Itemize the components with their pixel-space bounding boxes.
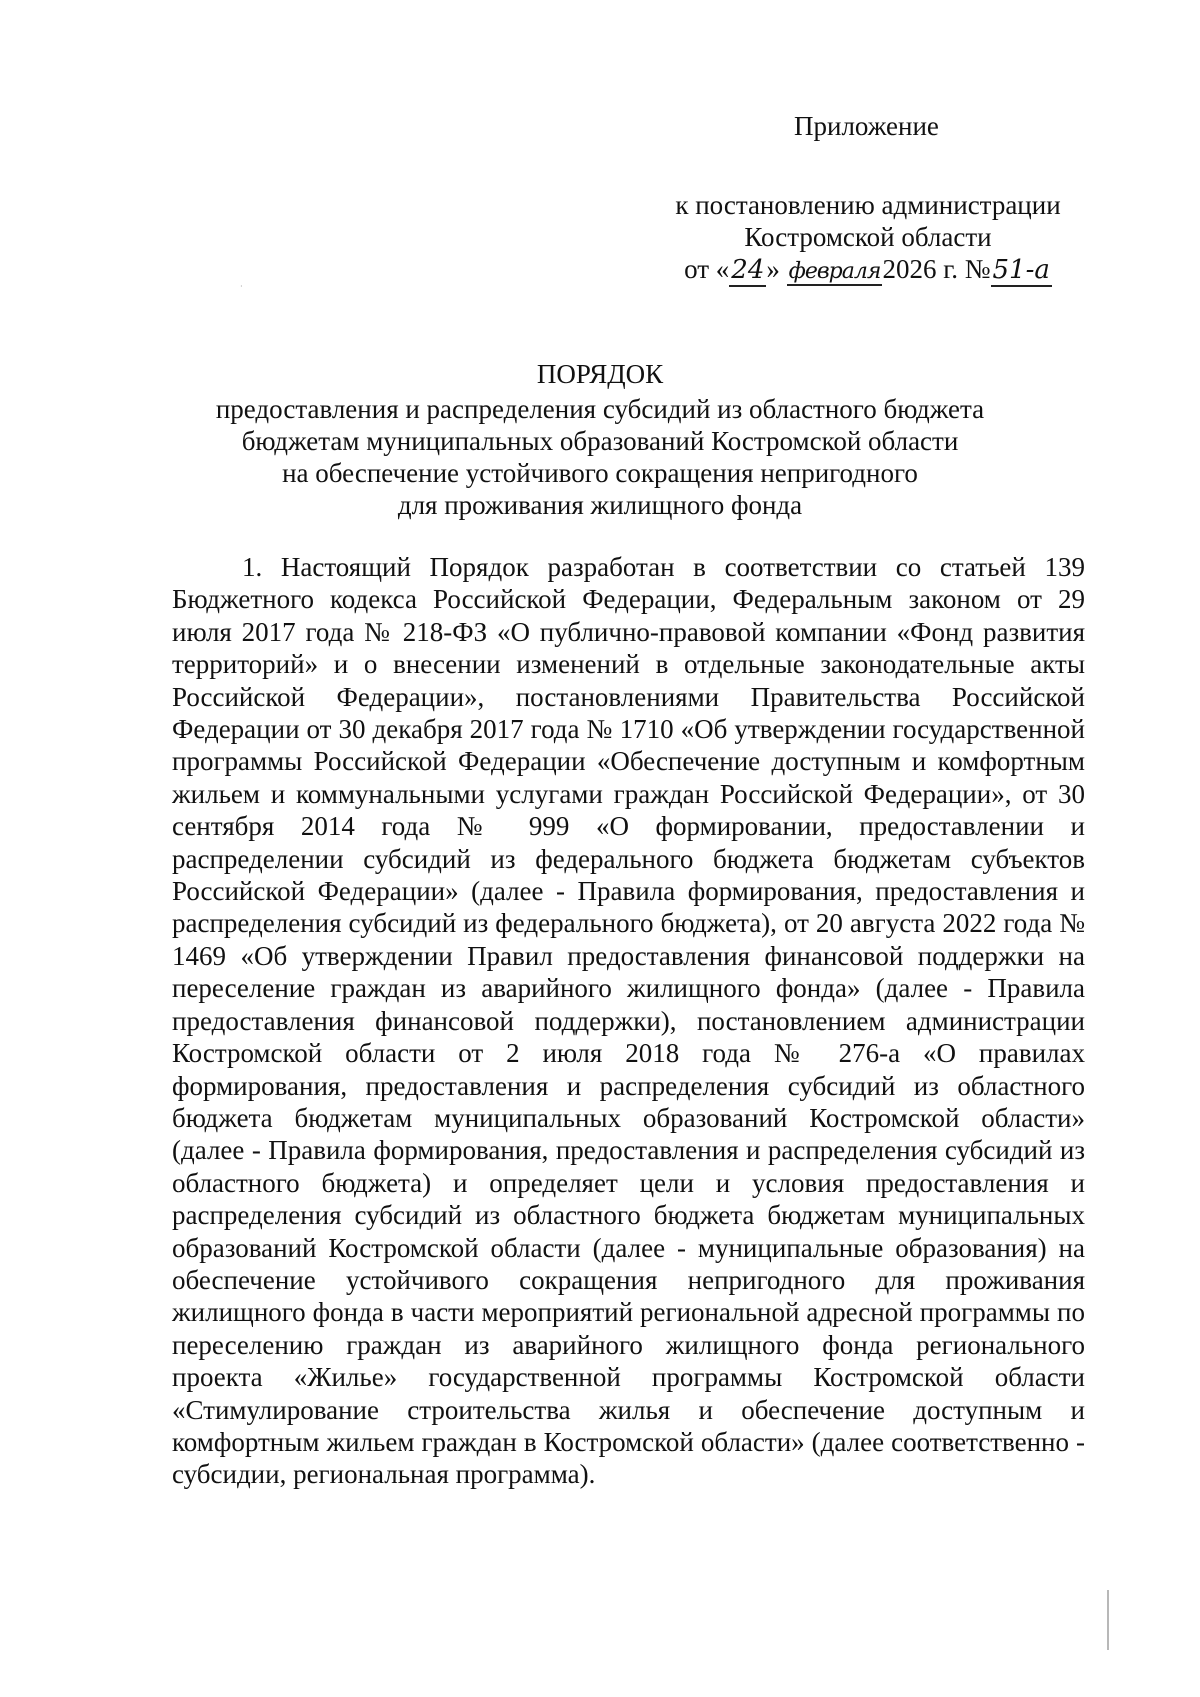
appendix-label: Приложение [794,111,939,141]
subtitle-line-2: бюджетам муниципальных образований Костромской области [241,426,959,456]
decree-ref-line-2: Костромской области [744,222,992,252]
margin-dot: · [240,282,243,291]
document-title: ПОРЯДОК [536,359,664,389]
date-mid: » [766,254,787,284]
handwritten-month: февраля [788,259,881,284]
date-year: 2026 г. № [882,254,991,284]
date-prefix: от « [684,254,730,284]
handwritten-decree-number: 51-а [992,255,1050,285]
subtitle-line-1: предоставления и распределения субсидий из областного бюджета [215,394,985,424]
handwritten-day: 24 [731,255,765,285]
decree-reference [640,189,1096,288]
decree-date-line [640,253,1096,288]
subtitle-line-4: для проживания жилищного фонда [397,490,803,520]
document-subtitle [80,393,1120,521]
subtitle-line-3: на обеспечение устойчивого сокращения непригодного [282,458,918,488]
scan-edge-mark [1107,1590,1109,1650]
paragraph-1: 1. Настоящий Порядок разработан в соответствии со статьей 139 Бюджетного кодекса Российской Федерации, Федеральным законом от 29 июля 2017 года № 218-ФЗ «О публично-правовой компании «Фонд развития территорий» и о внесении изменений в отдельные законодательные акты Российской Федерации», постановлениями Правительства Российской Федерации от 30 декабря 2017 года № 1710 «Об утверждении государственной программы Российской Федерации «Обеспечение доступным и комфортным жильем и коммунальными услугами граждан Российской Федерации», от 30 сентября 2014 года № 999 «О формировании, предоставлении и распределении субсидий из федерального бюджета бюджетам субъектов Российской Федерации» (далее - Правила формирования, предоставления и распределения субсидий из федерального бюджета), от 20 августа 2022 года № 1469 «Об утверждении Правил предоставления финансовой поддержки на переселение граждан из аварийного жилищного фонда» (далее - Правила предоставления финансовой поддержки), постановлением администрации Костромской области от 2 июля 2018 года № 276-а «О правилах формирования, предоставления и распределения субсидий из областного бюджета бюджетам муниципальных образований Костромской области» (далее - Правила формирования, предоставления и распределения субсидий из областного бюджета) и определяет цели и условия предоставления и распределения субсидий из областного бюджета бюджетам муниципальных образований Костромской области (далее - муниципальные образования) на обеспечение устойчивого сокращения непригодного для проживания жилищного фонда в части мероприятий региональной адресной программы по переселению граждан из аварийного жилищного фонда регионального проекта «Жилье» государственной программы Костромской области «Стимулирование строительства жилья и обеспечение доступным и комфортным жильем граждан в Костромской области» (далее соответственно - субсидии, региональная программа). [172,552,1085,1490]
decree-ref-line-1: к постановлению администрации [675,190,1061,220]
